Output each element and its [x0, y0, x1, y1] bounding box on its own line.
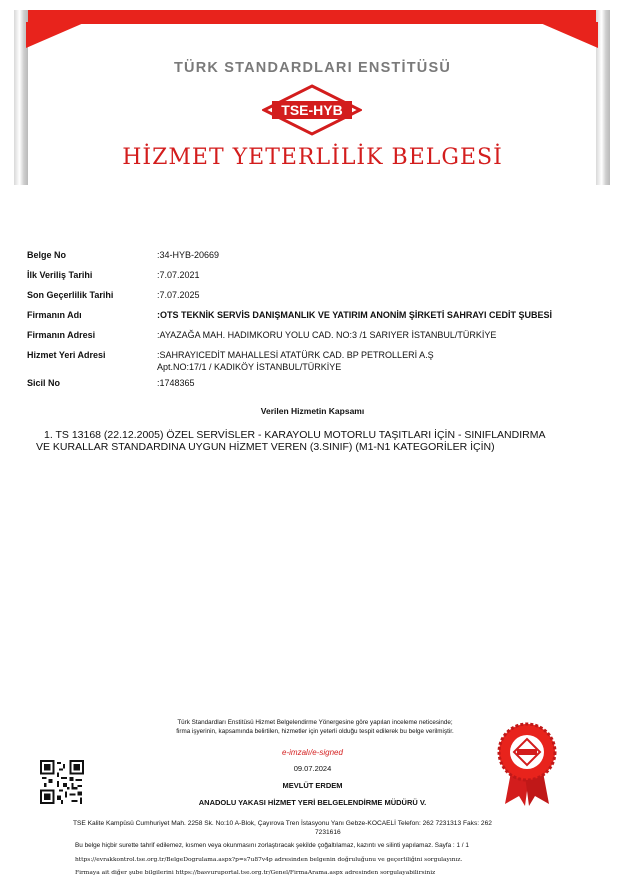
tamper-warning: Bu belge hiçbir surette tahrif edilemez, kısmen veya okunmasını zorlaştıracak şekilde çoğaltılamaz, kazıntı ve silinti yapılamaz. Sayfa : 1 / 1 — [75, 842, 469, 849]
qr-code-icon — [40, 760, 84, 804]
signer-title: ANADOLU YAKASI HİZMET YERİ BELGELENDİRME MÜDÜRÜ V. — [198, 798, 427, 807]
tse-address — [73, 819, 558, 837]
field-label-belge-no: Belge No — [27, 250, 67, 260]
field-value-belge-no: :34-HYB-20669 — [157, 250, 220, 260]
field-value-hizmet-yeri-line2: Apt.NO:17/1 / KADIKÖY İSTANBUL/TÜRKİYE — [157, 362, 342, 372]
header-left-corner — [26, 22, 86, 48]
e-signed-label: e-imzalı/e-signed — [282, 748, 343, 757]
field-label-sicil-no: Sicil No — [27, 378, 61, 388]
field-label-hizmet-yeri: Hizmet Yeri Adresi — [27, 350, 106, 360]
field-value-firma-adi: :OTS TEKNİK SERVİS DANIŞMANLIK VE YATIRIM ANONİM ŞİRKETİ SAHRAYI CEDİT ŞUBESİ — [157, 310, 553, 320]
field-value-firma-adresi: :AYAZAĞA MAH. HADIMKORU YOLU CAD. NO:3 /1 SARIYER İSTANBUL/TÜRKİYE — [157, 330, 497, 340]
tse-seal-icon — [497, 722, 557, 806]
scope-title: Verilen Hizmetin Kapsamı — [260, 406, 365, 416]
field-label-firma-adi: Firmanın Adı — [27, 310, 82, 320]
legal-note — [140, 718, 490, 736]
tse-address-line-2: 7231616 — [315, 829, 341, 836]
tse-hyb-logo — [262, 84, 362, 136]
header-right-corner — [538, 22, 598, 48]
signer-name: MEVLÜT ERDEM — [282, 781, 343, 790]
legal-note-line-2: firma işyerinin, kapsamında belirtilen, hizmetler için yeterli olduğu tespit edilerek bu belge verilmiştir. — [176, 728, 454, 735]
field-value-sicil-no: :1748365 — [157, 378, 195, 388]
scope-text — [36, 430, 576, 453]
legal-note-line-1: Türk Standardları Enstitüsü Hizmet Belgelendirme Yönergesine göre yapılan inceleme neticesinde; — [177, 719, 453, 726]
scope-line-1: 1. TS 13168 (22.12.2005) ÖZEL SERVİSLER - KARAYOLU MOTORLU TAŞITLARI İÇİN - SINIFLANDIRMA — [44, 429, 546, 441]
field-label-ilk-verilis: İlk Veriliş Tarihi — [27, 270, 93, 280]
signature-date: 09.07.2024 — [293, 764, 332, 773]
institute-name: TÜRK STANDARDLARI ENSTİTÜSÜ — [173, 60, 451, 76]
tse-hyb-logo-text: TSE-HYB — [281, 102, 343, 118]
field-value-hizmet-yeri: :SAHRAYICEDİT MAHALLESİ ATATÜRK CAD. BP PETROLLERİ A.Ş — [157, 350, 434, 360]
field-label-son-gecerlilik: Son Geçerlilik Tarihi — [27, 290, 114, 300]
verification-link[interactable]: https://evrakkontrol.tse.org.tr/BelgeDogrulama.aspx?p=s7u87v4p adresinden belgenin doğruluğunu ve geçerliliğini sorgulayınız. — [75, 857, 463, 863]
branch-search-link[interactable]: Firmaya ait diğer şube bilgilerini https://basvuruportal.tse.org.tr/Genel/FirmaArama.aspx adresinden sorgulayabilirsiniz — [75, 870, 436, 876]
scope-line-2: VE KURALLAR STANDARDINA UYGUN HİZMET VEREN (3.SINIF) (M1-N1 KATEGORİLER İÇİN) — [36, 440, 495, 453]
field-value-ilk-verilis: :7.07.2021 — [157, 270, 200, 280]
field-label-firma-adresi: Firmanın Adresi — [27, 330, 96, 340]
field-value-son-gecerlilik: :7.07.2025 — [157, 290, 200, 300]
tse-address-line-1: TSE Kalite Kampüsü Cumhuriyet Mah. 2258 Sk. No:10 A-Blok, Çayırova Tren İstasyonu Yanı Gebze-KOCAELİ Telefon: 262 7231313 Faks: 262 — [73, 820, 492, 827]
certificate-title: HİZMET YETERLİLİK BELGESİ — [122, 145, 503, 170]
header-red-bar — [14, 10, 610, 24]
